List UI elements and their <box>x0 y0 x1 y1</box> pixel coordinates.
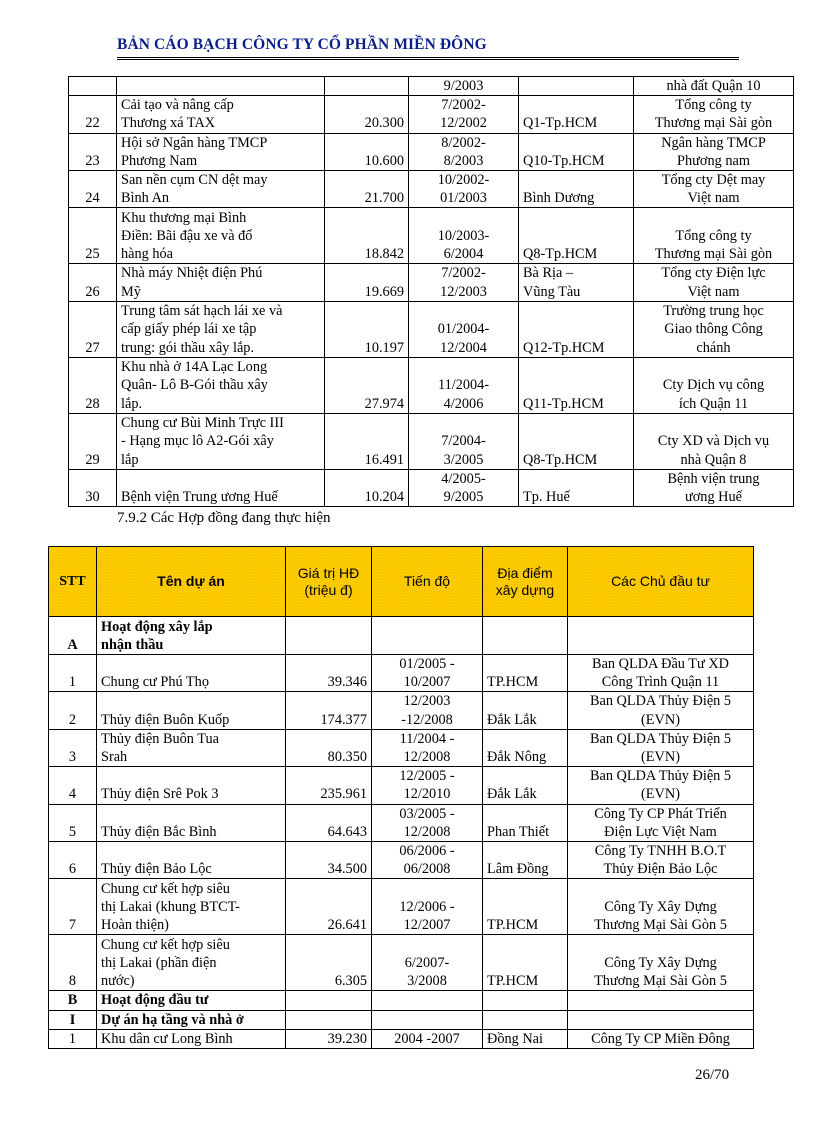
cell-location: Q12-Tp.HCM <box>519 301 634 357</box>
cell-stt: B <box>49 991 97 1010</box>
cell-location <box>483 991 568 1010</box>
cell-stt: 28 <box>69 357 117 413</box>
cell-location: Q10-Tp.HCM <box>519 133 634 170</box>
cell-schedule: 10/2003- 6/2004 <box>409 208 519 264</box>
cell-project-name: Nhà máy Nhiệt điện Phú Mỹ <box>117 264 325 301</box>
cell-investor: Tổng cty Điện lực Việt nam <box>634 264 794 301</box>
cell-investor <box>568 991 754 1010</box>
table-row <box>49 879 754 935</box>
table-row <box>49 729 754 766</box>
cell-contract-value: 64.643 <box>286 804 372 841</box>
header-stt: STT <box>49 547 97 617</box>
cell-stt: 26 <box>69 264 117 301</box>
cell-stt: I <box>49 1010 97 1029</box>
cell-investor: Công Ty Xây Dựng Thương Mại Sài Gòn 5 <box>568 935 754 991</box>
cell-stt: 5 <box>49 804 97 841</box>
cell-schedule: 8/2002- 8/2003 <box>409 133 519 170</box>
cell-schedule: 4/2005- 9/2005 <box>409 469 519 506</box>
cell-investor: Công Ty Xây Dựng Thương Mại Sài Gòn 5 <box>568 879 754 935</box>
table-row <box>69 413 794 469</box>
cell-investor: Cty XD và Dịch vụ nhà Quận 8 <box>634 413 794 469</box>
table-row <box>49 804 754 841</box>
cell-project-name: Hoạt động đầu tư <box>97 991 286 1010</box>
cell-location <box>483 617 568 655</box>
cell-project-name: Chung cư Phú Thọ <box>97 655 286 692</box>
cell-investor: Cty Dịch vụ công ích Quận 11 <box>634 357 794 413</box>
cell-contract-value: 27.974 <box>325 357 409 413</box>
header-location: Địa điểm xây dựng <box>483 547 568 617</box>
cell-schedule <box>372 991 483 1010</box>
cell-location: Q8-Tp.HCM <box>519 413 634 469</box>
cell-contract-value <box>286 1010 372 1029</box>
cell-investor: Tổng cty Dệt may Việt nam <box>634 171 794 208</box>
cell-contract-value: 6.305 <box>286 935 372 991</box>
cell-contract-value: 26.641 <box>286 879 372 935</box>
cell-project-name: Chung cư kết hợp siêu thị Lakai (phần điện nước) <box>97 935 286 991</box>
cell-schedule: 9/2003 <box>409 77 519 96</box>
table-row <box>69 264 794 301</box>
section-heading: 7.9.2 Các Hợp đồng đang thực hiện <box>117 510 331 526</box>
cell-project-name: Thủy điện Bắc Bình <box>97 804 286 841</box>
cell-stt: 1 <box>49 655 97 692</box>
cell-project-name: Chung cư kết hợp siêu thị Lakai (khung BTCT- Hoàn thiện) <box>97 879 286 935</box>
cell-stt: 25 <box>69 208 117 264</box>
cell-schedule: 11/2004 - 12/2008 <box>372 729 483 766</box>
cell-contract-value: 39.346 <box>286 655 372 692</box>
cell-investor: Ban QLDA Thủy Điện 5 (EVN) <box>568 767 754 804</box>
page-number: 26/70 <box>695 1067 730 1083</box>
cell-project-name: Cải tạo và nâng cấp Thương xá TAX <box>117 96 325 133</box>
cell-contract-value <box>286 991 372 1010</box>
cell-project-name: Khu dân cư Long Bình <box>97 1029 286 1048</box>
table-row <box>49 692 754 729</box>
cell-stt: 22 <box>69 96 117 133</box>
cell-investor: Ban QLDA Thủy Điện 5 (EVN) <box>568 729 754 766</box>
table-row <box>69 171 794 208</box>
cell-investor: Công Ty CP Miền Đông <box>568 1029 754 1048</box>
cell-stt: 7 <box>49 879 97 935</box>
cell-contract-value: 235.961 <box>286 767 372 804</box>
cell-schedule <box>372 617 483 655</box>
cell-schedule: 03/2005 - 12/2008 <box>372 804 483 841</box>
cell-contract-value: 10.204 <box>325 469 409 506</box>
cell-investor: Tổng công ty Thương mại Sài gòn <box>634 208 794 264</box>
table-row <box>69 133 794 170</box>
cell-schedule: 01/2004- 12/2004 <box>409 301 519 357</box>
cell-contract-value: 18.842 <box>325 208 409 264</box>
cell-schedule: 7/2002- 12/2003 <box>409 264 519 301</box>
cell-stt: 27 <box>69 301 117 357</box>
document-header-title: BẢN CÁO BẠCH CÔNG TY CỔ PHẦN MIỀN ĐÔNG <box>117 36 487 53</box>
cell-schedule: 7/2004- 3/2005 <box>409 413 519 469</box>
cell-stt: 30 <box>69 469 117 506</box>
cell-schedule: 12/2005 - 12/2010 <box>372 767 483 804</box>
cell-contract-value: 19.669 <box>325 264 409 301</box>
cell-location: Phan Thiết <box>483 804 568 841</box>
table-row <box>49 655 754 692</box>
table-row <box>69 301 794 357</box>
cell-location: TP.HCM <box>483 879 568 935</box>
cell-contract-value: 20.300 <box>325 96 409 133</box>
cell-contract-value: 10.197 <box>325 301 409 357</box>
cell-schedule: 01/2005 - 10/2007 <box>372 655 483 692</box>
table-header-row <box>49 547 754 617</box>
cell-stt: 24 <box>69 171 117 208</box>
cell-schedule: 11/2004- 4/2006 <box>409 357 519 413</box>
cell-project-name: Thủy điện Bảo Lộc <box>97 842 286 879</box>
table-row <box>69 208 794 264</box>
cell-investor <box>568 617 754 655</box>
table-row <box>49 1010 754 1029</box>
cell-project-name: Hội sở Ngân hàng TMCP Phương Nam <box>117 133 325 170</box>
cell-location: Đắk Nông <box>483 729 568 766</box>
cell-location: TP.HCM <box>483 655 568 692</box>
cell-project-name: Bệnh viện Trung ương Huế <box>117 469 325 506</box>
cell-location: Đắk Lắk <box>483 767 568 804</box>
table-row <box>49 767 754 804</box>
table-row <box>49 842 754 879</box>
completed-projects-table <box>68 76 794 507</box>
cell-project-name: Chung cư Bùi Minh Trực III - Hạng mục lô A2-Gói xây lắp <box>117 413 325 469</box>
header-investors: Các Chủ đầu tư <box>568 547 754 617</box>
cell-stt: 23 <box>69 133 117 170</box>
cell-investor: nhà đất Quận 10 <box>634 77 794 96</box>
cell-investor: Công Ty TNHH B.O.T Thủy Điện Bảo Lộc <box>568 842 754 879</box>
cell-contract-value <box>286 617 372 655</box>
cell-investor: Ban QLDA Đầu Tư XD Công Trình Quận 11 <box>568 655 754 692</box>
cell-schedule: 12/2003 -12/2008 <box>372 692 483 729</box>
cell-contract-value: 34.500 <box>286 842 372 879</box>
cell-investor: Trường trung học Giao thông Công chánh <box>634 301 794 357</box>
cell-schedule <box>372 1010 483 1029</box>
table-row <box>49 617 754 655</box>
cell-location: Q8-Tp.HCM <box>519 208 634 264</box>
cell-investor <box>568 1010 754 1029</box>
cell-project-name: Thủy điện Buôn Tua Srah <box>97 729 286 766</box>
cell-project-name: Dự án hạ tầng và nhà ở <box>97 1010 286 1029</box>
cell-location: Tp. Huế <box>519 469 634 506</box>
cell-investor: Công Ty CP Phát Triển Điện Lực Việt Nam <box>568 804 754 841</box>
cell-schedule: 06/2006 - 06/2008 <box>372 842 483 879</box>
cell-stt: 4 <box>49 767 97 804</box>
header-rule <box>117 57 739 60</box>
cell-investor: Bệnh viện trung ương Huế <box>634 469 794 506</box>
cell-location <box>519 77 634 96</box>
cell-contract-value: 21.700 <box>325 171 409 208</box>
cell-contract-value <box>325 77 409 96</box>
header-contract-value: Giá trị HĐ (triệu đ) <box>286 547 372 617</box>
cell-location: TP.HCM <box>483 935 568 991</box>
cell-stt: 1 <box>49 1029 97 1048</box>
cell-contract-value: 174.377 <box>286 692 372 729</box>
cell-contract-value: 16.491 <box>325 413 409 469</box>
cell-stt: A <box>49 617 97 655</box>
cell-stt: 6 <box>49 842 97 879</box>
cell-stt <box>69 77 117 96</box>
table-row <box>69 96 794 133</box>
cell-project-name: Trung tâm sát hạch lái xe và cấp giấy phép lái xe tập trung: gói thầu xây lắp. <box>117 301 325 357</box>
cell-location: Lâm Đồng <box>483 842 568 879</box>
cell-contract-value: 39.230 <box>286 1029 372 1048</box>
cell-project-name: Thủy điện Buôn Kuốp <box>97 692 286 729</box>
cell-project-name: Khu thương mại Bình Điền: Bãi đậu xe và đổ hàng hóa <box>117 208 325 264</box>
cell-location: Đồng Nai <box>483 1029 568 1048</box>
cell-stt: 2 <box>49 692 97 729</box>
table-row <box>49 991 754 1010</box>
cell-project-name: Khu nhà ở 14A Lạc Long Quân- Lô B-Gói thầu xây lắp. <box>117 357 325 413</box>
cell-investor: Ngân hàng TMCP Phương nam <box>634 133 794 170</box>
cell-contract-value: 10.600 <box>325 133 409 170</box>
cell-stt: 29 <box>69 413 117 469</box>
cell-project-name: Thủy điện Srê Pok 3 <box>97 767 286 804</box>
cell-location: Bình Dương <box>519 171 634 208</box>
cell-location: Đắk Lắk <box>483 692 568 729</box>
cell-stt: 3 <box>49 729 97 766</box>
cell-contract-value: 80.350 <box>286 729 372 766</box>
cell-location: Q1-Tp.HCM <box>519 96 634 133</box>
header-schedule: Tiến độ <box>372 547 483 617</box>
table-row <box>69 357 794 413</box>
cell-investor: Tổng công ty Thương mại Sài gòn <box>634 96 794 133</box>
header-project-name: Tên dự án <box>97 547 286 617</box>
cell-stt: 8 <box>49 935 97 991</box>
cell-schedule: 2004 -2007 <box>372 1029 483 1048</box>
cell-project-name: Hoạt động xây lắp nhận thầu <box>97 617 286 655</box>
table-row <box>69 77 794 96</box>
cell-location: Bà Rịa – Vũng Tàu <box>519 264 634 301</box>
cell-project-name <box>117 77 325 96</box>
cell-investor: Ban QLDA Thủy Điện 5 (EVN) <box>568 692 754 729</box>
cell-schedule: 12/2006 - 12/2007 <box>372 879 483 935</box>
table-row <box>49 1029 754 1048</box>
cell-location <box>483 1010 568 1029</box>
cell-schedule: 7/2002- 12/2002 <box>409 96 519 133</box>
cell-project-name: San nền cụm CN dệt may Bình An <box>117 171 325 208</box>
table-row <box>49 935 754 991</box>
table-row <box>69 469 794 506</box>
cell-location: Q11-Tp.HCM <box>519 357 634 413</box>
cell-schedule: 6/2007- 3/2008 <box>372 935 483 991</box>
current-contracts-table <box>48 546 754 1049</box>
cell-schedule: 10/2002- 01/2003 <box>409 171 519 208</box>
